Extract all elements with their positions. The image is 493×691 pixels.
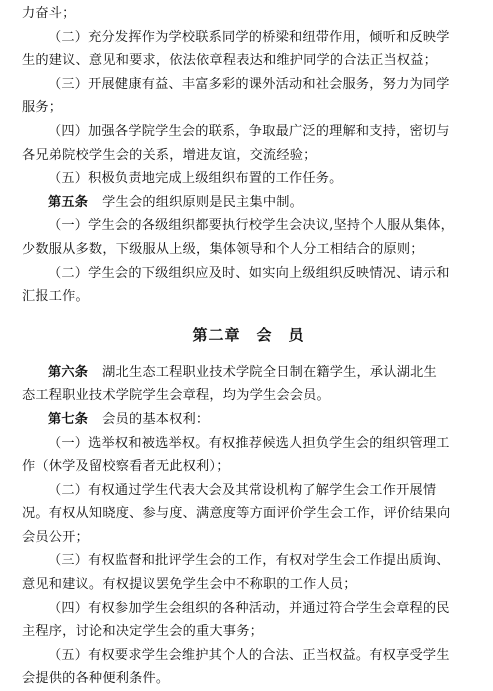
text-line: （四）加强各学院学生会的联系，争取最广泛的理解和支持，密切与 xyxy=(22,120,475,144)
article-7-text: 会员的基本权利： xyxy=(102,412,209,427)
text-line: 会员公开； xyxy=(22,526,475,550)
text-line: 各兄弟院校学生会的关系，增进友谊，交流经验； xyxy=(22,144,475,168)
article-6-label: 第六条 xyxy=(48,365,88,380)
text-line: （四）有权参加学生会组织的各种活动，并通过符合学生会章程的民 xyxy=(22,597,475,621)
article-6-text: 湖北生态工程职业技术学院全日制在籍学生，承认湖北生 xyxy=(102,365,437,380)
text-line: 少数服从多数，下级服从上级，集体领导和个人分工相结合的原则； xyxy=(22,238,475,262)
article-5 xyxy=(22,191,475,215)
chapter-title: 第二章 会 员 xyxy=(22,309,475,361)
text-line: （二）充分发挥作为学校联系同学的桥梁和纽带作用，倾听和反映学 xyxy=(22,26,475,50)
text-line: （一）学生会的各级组织都要执行校学生会决议,坚持个人服从集体， xyxy=(22,214,475,238)
text-line: 力奋斗； xyxy=(22,2,475,26)
article-7 xyxy=(22,408,475,432)
text-line: 汇报工作。 xyxy=(22,285,475,309)
article-6 xyxy=(22,361,475,385)
text-line: 生的建议、意见和要求，依法依章程表达和维护同学的合法正当权益； xyxy=(22,49,475,73)
text-line: （二）有权通过学生代表大会及其常设机构了解学生会工作开展情 xyxy=(22,479,475,503)
text-line: 主程序，讨论和决定学生会的重大事务； xyxy=(22,620,475,644)
article-6-continued: 态工程职业技术学院学生会章程，均为学生会会员。 xyxy=(22,384,475,408)
text-line: （三）开展健康有益、丰富多彩的课外活动和社会服务，努力为同学 xyxy=(22,73,475,97)
text-line: 会提供的各种便利条件。 xyxy=(22,667,475,691)
text-line: 意见和建议。有权提议罢免学生会中不称职的工作人员； xyxy=(22,573,475,597)
article-7-label: 第七条 xyxy=(48,412,88,427)
text-line: （二）学生会的下级组织应及时、如实向上级组织反映情况、请示和 xyxy=(22,262,475,286)
text-line: （五）积极负责地完成上级组织布置的工作任务。 xyxy=(22,167,475,191)
section-chapter1-tasks xyxy=(22,2,475,191)
section-article5-items xyxy=(22,214,475,308)
text-line: 服务； xyxy=(22,96,475,120)
text-line: （三）有权监督和批评学生会的工作，有权对学生会工作提出质询、 xyxy=(22,549,475,573)
text-line: （一）选举权和被选举权。有权推荐候选人担负学生会的组织管理工 xyxy=(22,432,475,456)
article-5-text: 学生会的组织原则是民主集中制。 xyxy=(102,195,303,210)
article-5-label: 第五条 xyxy=(48,195,88,210)
text-line: 作（休学及留校察看者无此权利）； xyxy=(22,455,475,479)
text-line: 况。有权从知晓度、参与度、满意度等方面评价学生会工作，评价结果向 xyxy=(22,502,475,526)
section-member-rights xyxy=(22,432,475,691)
text-line: （五）有权要求学生会维护其个人的合法、正当权益。有权享受学生 xyxy=(22,644,475,668)
